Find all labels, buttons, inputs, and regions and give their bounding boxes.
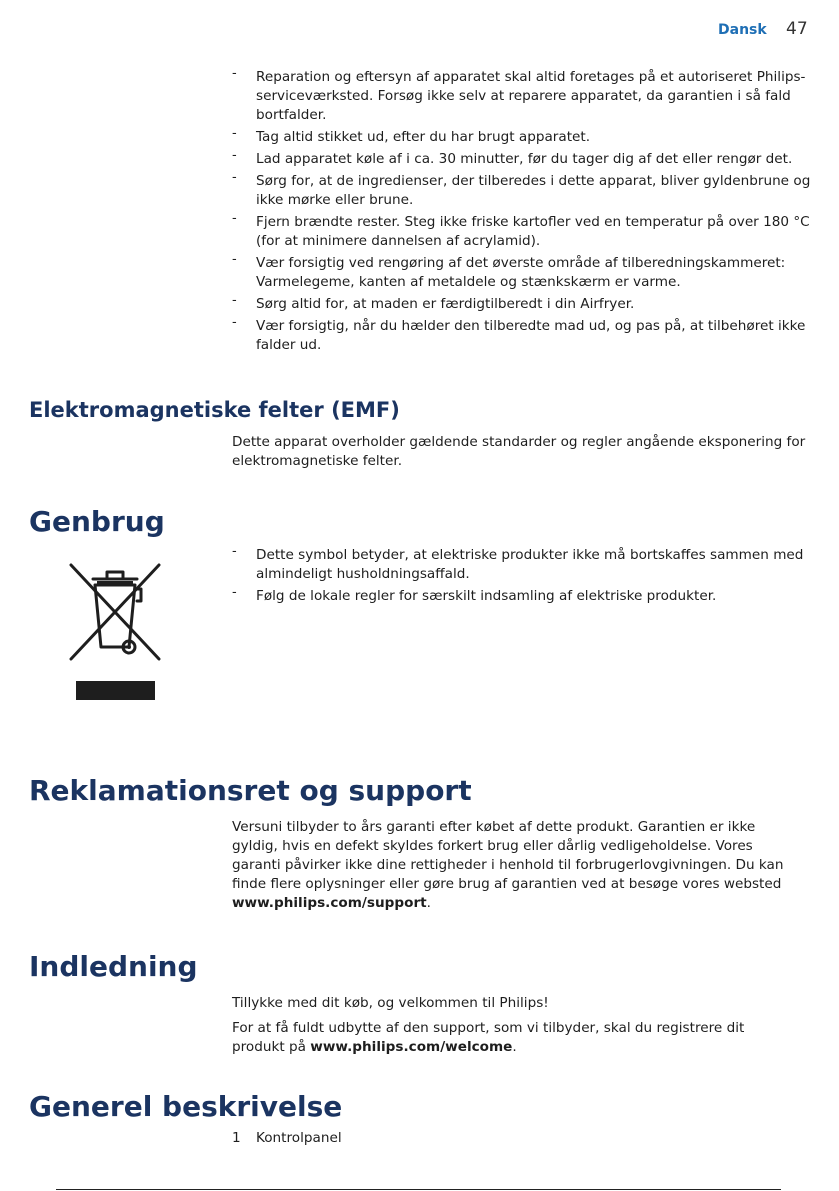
- recycling-heading: Genbrug: [29, 505, 165, 538]
- warranty-text: [232, 818, 792, 913]
- welcome-link[interactable]: www.philips.com/welcome: [310, 1039, 513, 1055]
- general-heading: Generel beskrivelse: [29, 1090, 343, 1123]
- support-link[interactable]: www.philips.com/support: [232, 895, 427, 911]
- intro-suffix: .: [512, 1039, 517, 1055]
- list-item: - Vær forsigtig, når du hælder den tilberedte mad ud, og pas på, at tilbehøret ikke falder ud.: [232, 317, 812, 355]
- intro-line2: [232, 1019, 792, 1057]
- list-item: - Vær forsigtig ved rengøring af det øverste område af tilberedningskammeret: Varmelegeme, kanten af metaldele og stænkskærm er varme.: [232, 254, 812, 292]
- intro-heading: Indledning: [29, 950, 198, 983]
- warranty-heading: Reklamationsret og support: [29, 774, 472, 807]
- warranty-body: Versuni tilbyder to års garanti efter købet af dette produkt. Garantien er ikke gyldig, hvis en defekt skyldes forkert brug eller dårlig vedligeholdelse. Vores garanti påvirker ikke dine rettigheder i henhold til forbrugerlovgivningen. Du kan finde flere oplysninger eller gøre brug af garantien ved at besøge vores websted: [232, 819, 784, 892]
- footer-divider: [56, 1189, 781, 1190]
- list-item: - Dette symbol betyder, at elektriske produkter ikke må bortskaffes sammen med almindeligt husholdningsaffald.: [232, 546, 812, 584]
- list-item: [232, 1130, 342, 1146]
- item-label: Kontrolpanel: [256, 1130, 342, 1146]
- item-number: 1: [232, 1130, 241, 1146]
- list-item: - Lad apparatet køle af i ca. 30 minutter, før du tager dig af det eller rengør det.: [232, 150, 812, 169]
- list-item: - Tag altid stikket ud, efter du har brugt apparatet.: [232, 128, 812, 147]
- list-item: - Følg de lokale regler for særskilt indsamling af elektriske produkter.: [232, 587, 812, 606]
- intro-body: For at få fuldt udbytte af den support, som vi tilbyder, skal du registrere dit produkt på: [232, 1020, 745, 1055]
- recycling-list: [232, 546, 812, 609]
- weee-crossed-bin-icon: [67, 559, 163, 704]
- emf-heading: Elektromagnetiske felter (EMF): [29, 398, 400, 422]
- warranty-suffix: .: [426, 895, 431, 911]
- safety-list: [232, 68, 812, 358]
- emf-text: Dette apparat overholder gældende standarder og regler angående eksponering for elektromagnetiske felter.: [232, 434, 806, 469]
- intro-line1: Tillykke med dit køb, og velkommen til Philips!: [232, 995, 549, 1011]
- page-number: 47: [786, 19, 808, 39]
- general-list: [232, 1130, 342, 1146]
- list-item: - Reparation og eftersyn af apparatet skal altid foretages på et autoriseret Philips-serviceværksted. Forsøg ikke selv at reparere apparatet, da garantien i så fald bortfalder.: [232, 68, 812, 125]
- list-item: - Sørg altid for, at maden er færdigtilberedt i din Airfryer.: [232, 295, 812, 314]
- list-item: - Sørg for, at de ingredienser, der tilberedes i dette apparat, bliver gyldenbrune og ikke mørke eller brune.: [232, 172, 812, 210]
- list-item: - Fjern brændte rester. Steg ikke friske kartofler ved en temperatur på over 180 °C (for at minimere dannelsen af acrylamid).: [232, 213, 812, 251]
- header-language: Dansk: [718, 22, 767, 38]
